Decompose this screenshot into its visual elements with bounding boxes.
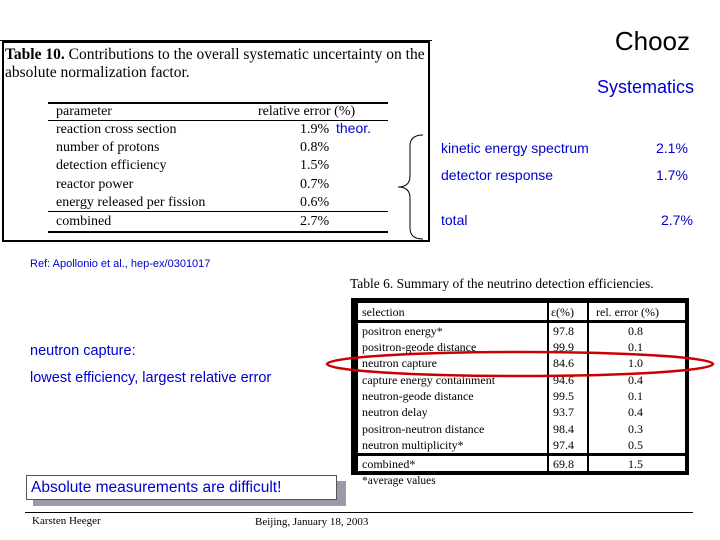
table6-row-efficiency: 97.4 (553, 438, 574, 452)
systematic-label: kinetic energy spectrum (441, 140, 589, 156)
highlight-ellipse (323, 349, 717, 379)
table6-row-efficiency: 99.5 (553, 389, 574, 403)
table6-header-rel-error: rel. error (%) (596, 305, 659, 319)
table6-footnote: *average values (362, 475, 436, 487)
table6-row-efficiency: 99.9 (553, 340, 574, 354)
table10-header-parameter: parameter (56, 104, 112, 119)
table6-row-selection: neutron multiplicity* (362, 438, 464, 452)
table10-row-error: 1.5% (300, 158, 330, 173)
table6-row-error: 0.3 (628, 422, 643, 436)
table10-row-error: 0.7% (300, 177, 330, 192)
table6-row-error: 0.1 (628, 340, 643, 354)
brace-icon (396, 132, 426, 242)
table6-combined-error: 1.5 (628, 457, 643, 471)
table10-row-parameter: detection efficiency (56, 158, 167, 173)
table10-header-error: relative error (%) (258, 104, 356, 119)
table6-row-selection: neutron delay (362, 405, 428, 419)
table6-row-error: 0.4 (628, 373, 643, 387)
table6-header-selection: selection (362, 305, 405, 319)
table6-combined-selection: combined* (362, 457, 416, 471)
table6-row-efficiency: 98.4 (553, 422, 574, 436)
table10-caption-label: Table 10. (5, 46, 65, 63)
table6-row-efficiency: 84.6 (553, 356, 574, 370)
table6-row-selection: capture energy containment (362, 373, 496, 387)
table6-row-efficiency: 97.8 (553, 324, 574, 338)
table10-row-parameter: energy released per fission (56, 195, 206, 210)
table6-row-error: 0.4 (628, 405, 643, 419)
table10-caption (5, 46, 435, 82)
table10-caption-text: Contributions to the overall systematic uncertainty on the absolute normalization factor. (5, 46, 425, 81)
title-rule (0, 40, 432, 41)
table6-row-efficiency: 94.6 (553, 373, 574, 387)
table6-header-efficiency: ε(%) (551, 305, 575, 319)
reference-citation: Ref: Apollonio et al., hep-ex/0301017 (30, 258, 211, 270)
table10-row-error: 1.9% (300, 122, 330, 137)
table10-row-parameter: reactor power (56, 177, 134, 192)
table6-caption: Table 6. Summary of the neutrino detection efficiencies. (350, 276, 654, 291)
footer-rule (25, 512, 693, 513)
table6-row-error: 0.5 (628, 438, 643, 452)
table10-row-parameter: reaction cross section (56, 122, 177, 137)
systematic-label: detector response (441, 167, 554, 183)
table6-row-selection: positron-neutron distance (362, 422, 485, 436)
table10-row-parameter: combined (56, 214, 112, 229)
footer-author: Karsten Heeger (32, 515, 101, 527)
slide-subtitle: Systematics (596, 77, 694, 97)
table6-row-selection: positron-geode distance (362, 340, 477, 354)
table6-row-error: 0.8 (628, 324, 643, 338)
table10-row-error: 0.8% (300, 140, 330, 155)
table6-row-error: 1.0 (628, 356, 643, 370)
systematic-total-value: 2.7% (661, 212, 693, 228)
table6-row-selection: neutron-geode distance (362, 389, 474, 403)
systematic-total-label: total (441, 212, 468, 228)
theor-annotation: theor. (336, 120, 372, 136)
table10-bottom-rule (48, 231, 388, 233)
table10-row-parameter: number of protons (56, 140, 160, 155)
table6-row-selection: neutron capture (362, 356, 437, 370)
table10-row-error: 2.7% (300, 214, 330, 229)
neutron-capture-description: lowest efficiency, largest relative error (30, 370, 272, 386)
slide-title: Chooz (614, 26, 690, 56)
systematic-value: 1.7% (656, 167, 688, 183)
footer-event-date: Beijing, January 18, 2003 (255, 516, 369, 528)
table10-row-error: 0.6% (300, 195, 330, 210)
table10-combined-rule (48, 211, 388, 212)
systematic-value: 2.1% (656, 140, 688, 156)
table6-row-selection: positron energy* (362, 324, 443, 338)
neutron-capture-label: neutron capture: (30, 343, 136, 359)
callout-text: Absolute measurements are difficult! (31, 479, 282, 496)
table6-combined-efficiency: 69.8 (553, 457, 574, 471)
table6-row-error: 0.1 (628, 389, 643, 403)
table6-row-efficiency: 93.7 (553, 405, 574, 419)
